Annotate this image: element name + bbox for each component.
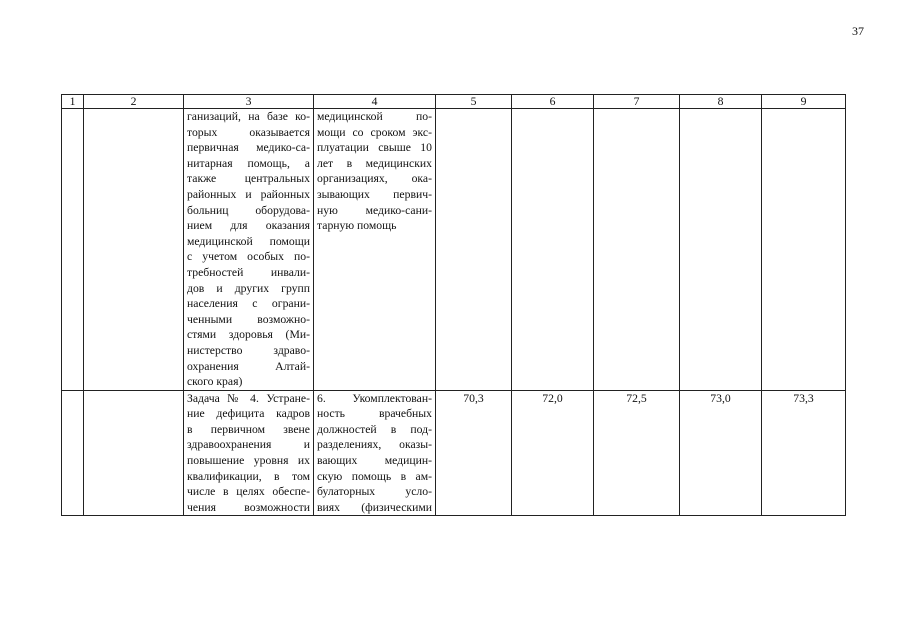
- text-line: требностей инвали-: [187, 265, 310, 279]
- text-line: дов и других групп: [187, 281, 310, 295]
- text-line: мощи со сроком экс-: [317, 125, 432, 139]
- text-line: Задача № 4. Устране-: [187, 391, 310, 405]
- column-header: 1: [62, 95, 84, 109]
- indicator-description-cell: [314, 109, 436, 391]
- table-cell: [512, 109, 594, 391]
- table-cell: [680, 109, 762, 391]
- table-row: [62, 109, 846, 391]
- text-line: населения с ограни-: [187, 297, 310, 311]
- text-line: виях (физическими: [317, 500, 432, 514]
- text-line: в первичном звене: [187, 422, 310, 436]
- text-line: нитарная помощь, а: [187, 156, 310, 170]
- text-line: здравоохранения и: [187, 438, 310, 452]
- text-line: больниц оборудова-: [187, 203, 310, 217]
- text-line: чения возможности: [187, 500, 310, 514]
- table-cell: [84, 390, 184, 516]
- column-header: 8: [680, 95, 762, 109]
- column-header: 7: [594, 95, 680, 109]
- text-line: разделениях, оказы-: [317, 438, 432, 452]
- column-header: 4: [314, 95, 436, 109]
- page-number: 37: [852, 24, 864, 38]
- task-description-cell: [184, 109, 314, 391]
- text-line: числе в целях обеспе-: [187, 485, 310, 499]
- text-line: 6. Укомплектован-: [317, 391, 432, 405]
- text-line: ние дефицита кадров: [187, 407, 310, 421]
- text-line: медицинской по-: [317, 110, 432, 123]
- text-line: плуатации свыше 10: [317, 141, 432, 155]
- text-line: с учетом особых по-: [187, 250, 310, 264]
- text-line: зывающих первич-: [317, 187, 432, 201]
- text-line: медицинской помощи: [187, 234, 310, 248]
- text-line: ченными возможно-: [187, 312, 310, 326]
- indicator-value-cell: 73,0: [680, 390, 762, 516]
- table-cell: [62, 390, 84, 516]
- table-cell: [84, 109, 184, 391]
- column-header: 5: [436, 95, 512, 109]
- text-line: тарную помощь: [317, 219, 397, 233]
- indicator-table: [61, 94, 846, 516]
- text-line: ганизаций, на базе ко-: [187, 110, 310, 123]
- text-line: ную медико-сани-: [317, 203, 432, 217]
- text-line: вающих медицин-: [317, 454, 432, 468]
- column-header: 2: [84, 95, 184, 109]
- indicator-value-cell: 70,3: [436, 390, 512, 516]
- text-line: булаторных усло-: [317, 485, 432, 499]
- text-line: стями здоровья (Ми-: [187, 328, 310, 342]
- table-cell: [62, 109, 84, 391]
- text-line: ского края): [187, 375, 243, 389]
- column-header: 6: [512, 95, 594, 109]
- column-number-row: [62, 95, 846, 109]
- text-line: нистерство здраво-: [187, 343, 310, 357]
- task-description-cell: [184, 390, 314, 516]
- text-line: лет в медицинских: [317, 156, 432, 170]
- text-line: районных и районных: [187, 187, 310, 201]
- table-cell: [436, 109, 512, 391]
- text-line: первичная медико-са-: [187, 141, 310, 155]
- indicator-value-cell: 72,5: [594, 390, 680, 516]
- table-row: [62, 390, 846, 516]
- text-line: скую помощь в ам-: [317, 469, 432, 483]
- text-line: квалификации, в том: [187, 469, 310, 483]
- column-header: 3: [184, 95, 314, 109]
- indicator-value-cell: 73,3: [762, 390, 846, 516]
- table-cell: [594, 109, 680, 391]
- text-line: торых оказывается: [187, 125, 310, 139]
- table-cell: [762, 109, 846, 391]
- text-line: организациях, ока-: [317, 172, 432, 186]
- text-line: нием для оказания: [187, 219, 310, 233]
- text-line: ность врачебных: [317, 407, 432, 421]
- text-line: охранения Алтай-: [187, 359, 310, 373]
- indicator-value-cell: 72,0: [512, 390, 594, 516]
- text-line: также центральных: [187, 172, 310, 186]
- text-line: повышение уровня их: [187, 454, 310, 468]
- column-header: 9: [762, 95, 846, 109]
- indicator-description-cell: [314, 390, 436, 516]
- text-line: должностей в под-: [317, 422, 432, 436]
